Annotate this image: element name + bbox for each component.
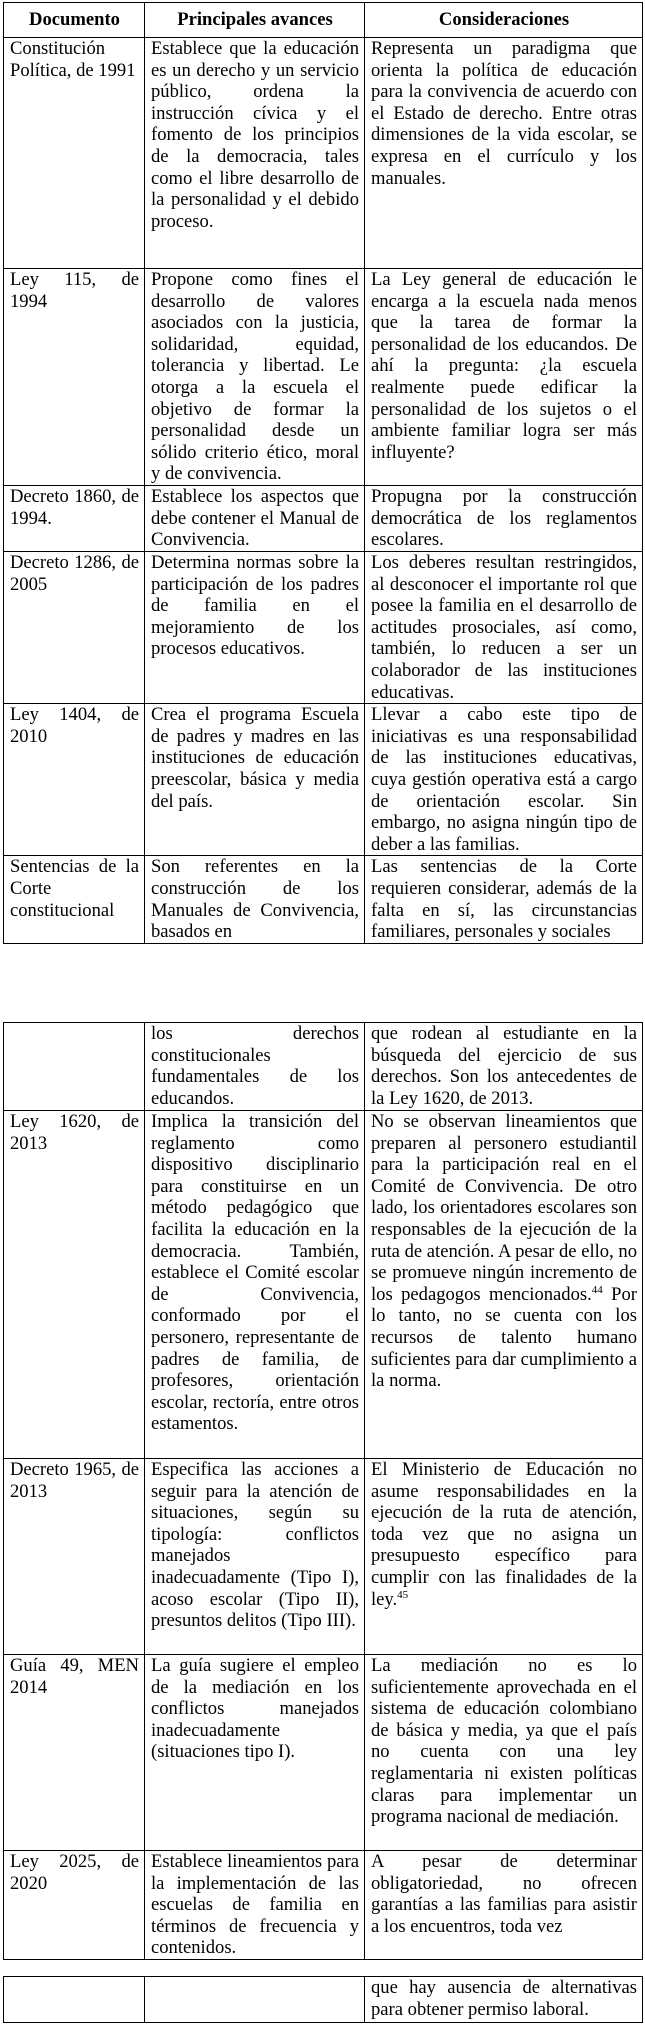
consideraciones-text-cont: Por lo tanto, no se cuenta con los recursos de talento humano suficientes para dar cumplimiento a la norma.	[371, 1283, 637, 1392]
cell-documento: Decreto 1860, de 1994.	[4, 486, 145, 552]
legal-framework-table-continued-2	[3, 1976, 643, 2023]
cell-avances	[145, 1977, 365, 2023]
table-row	[4, 1851, 643, 1960]
table-row	[4, 856, 643, 944]
cell-avances: Establece que la educación es un derecho y un servicio público, ordena la instrucción cívica y el fomento de los principios de la democracia, tales como el libre desarrollo de la personalidad y el debido proceso.	[145, 38, 365, 269]
consideraciones-text: El Ministerio de Educación no asume responsabilidades en la ejecución de la ruta de atención, toda vez que no asigna un presupuesto específico para cumplir con las finalidades de la ley.	[371, 1459, 637, 1610]
cell-documento: Ley 2025, de 2020	[4, 1851, 145, 1960]
cell-consideraciones: Representa un paradigma que orienta la política de educación para la convivencia de acuerdo con el Estado de derecho. Entre otras dimensiones de la vida escolar, se expresa en el currículo y los manuales.	[365, 38, 643, 269]
cell-consideraciones	[365, 1459, 643, 1655]
table-segment-page-1	[3, 2, 642, 944]
table-row	[4, 1111, 643, 1459]
consideraciones-text: No se observan lineamientos que preparen al personero estudiantil para la participación real en el Comité de Convivencia. De otro lado, los orientadores escolares son responsables de la ejecución de la ruta de atención. A pesar de ello, no se promueve ningún incremento de los pedagogos mencionados.	[371, 1111, 637, 1305]
cell-consideraciones: La mediación no es lo suficientemente aprovechada en el sistema de educación colombiano de básica y media, ya que el país no cuenta con una ley reglamentaria ni existen políticas claras para implementar un programa nacional de mediación.	[365, 1655, 643, 1851]
cell-documento	[4, 1023, 145, 1111]
legal-framework-table	[3, 2, 643, 944]
table-row	[4, 38, 643, 269]
legal-framework-table-continued	[3, 1022, 643, 1960]
cell-avances: Determina normas sobre la participación de los padres de familia en el mejoramiento de los procesos educativos.	[145, 552, 365, 704]
table-row	[4, 552, 643, 704]
table-segment-page-2	[3, 1022, 642, 1960]
table-row	[4, 1023, 643, 1111]
header-documento: Documento	[4, 3, 145, 38]
table-row	[4, 1655, 643, 1851]
table-row	[4, 486, 643, 552]
cell-consideraciones: que hay ausencia de alternativas para obtener permiso laboral.	[365, 1977, 643, 2023]
table-row	[4, 1977, 643, 2023]
header-principales-avances: Principales avances	[145, 3, 365, 38]
cell-documento: Ley 1404, de 2010	[4, 704, 145, 856]
cell-avances: los derechos constitucionales fundamentales de los educandos.	[145, 1023, 365, 1111]
cell-documento	[4, 1977, 145, 2023]
cell-consideraciones: Llevar a cabo este tipo de iniciativas es una responsabilidad de las instituciones educativas, cuya gestión operativa está a cargo de orientación escolar. Sin embargo, no asigna ningún tipo de deber a las familias.	[365, 704, 643, 856]
table-row	[4, 1459, 643, 1655]
cell-documento: Guía 49, MEN 2014	[4, 1655, 145, 1851]
cell-avances: Propone como fines el desarrollo de valores asociados con la justicia, solidaridad, equidad, tolerancia y libertad. Le otorga a la escuela el objetivo de formar la personalidad desde un sólido criterio ético, moral y de convivencia.	[145, 269, 365, 486]
cell-consideraciones: A pesar de determinar obligatoriedad, no ofrecen garantías a las familias para asistir a los encuentros, toda vez	[365, 1851, 643, 1960]
cell-avances: Son referentes en la construcción de los Manuales de Convivencia, basados en	[145, 856, 365, 944]
cell-documento: Decreto 1286, de 2005	[4, 552, 145, 704]
cell-documento: Constitución Política, de 1991	[4, 38, 145, 269]
cell-avances: La guía sugiere el empleo de la mediación en los conflictos manejados inadecuadamente (situaciones tipo I).	[145, 1655, 365, 1851]
cell-avances: Establece lineamientos para la implementación de las escuelas de familia en términos de frecuencia y contenidos.	[145, 1851, 365, 1960]
cell-avances: Especifica las acciones a seguir para la atención de situaciones, según su tipología: conflictos manejados inadecuadamente (Tipo I), acoso escolar (Tipo II), presuntos delitos (Tipo III).	[145, 1459, 365, 1655]
cell-consideraciones: La Ley general de educación le encarga a la escuela nada menos que la tarea de formar la personalidad de los educandos. De ahí la pregunta: ¿la escuela realmente puede edificar la personalidad de los sujetos o el ambiente familiar logra ser más influyente?	[365, 269, 643, 486]
cell-documento: Sentencias de la Corte constitucional	[4, 856, 145, 944]
cell-consideraciones: Los deberes resultan restringidos, al desconocer el importante rol que posee la familia en el desarrollo de actitudes prosociales, así como, también, lo reducen a ser un colaborador de las instituciones educativas.	[365, 552, 643, 704]
cell-consideraciones: Las sentencias de la Corte requieren considerar, además de la falta en sí, las circunstancias familiares, personales y sociales	[365, 856, 643, 944]
cell-avances: Crea el programa Escuela de padres y madres en las instituciones de educación preescolar, básica y media del país.	[145, 704, 365, 856]
footnote-ref-44[interactable]: 44	[591, 1283, 603, 1296]
cell-avances: Implica la transición del reglamento como dispositivo disciplinario para constituirse en un método pedagógico que facilita la educación en la democracia. También, establece el Comité escolar de Convivencia, conformado por el personero, representante de padres de familia, de profesores, orientación escolar, rectoría, entre otros estamentos.	[145, 1111, 365, 1459]
cell-avances: Establece los aspectos que debe contener el Manual de Convivencia.	[145, 486, 365, 552]
table-row	[4, 704, 643, 856]
cell-consideraciones: Propugna por la construcción democrática de los reglamentos escolares.	[365, 486, 643, 552]
cell-consideraciones	[365, 1111, 643, 1459]
header-consideraciones: Consideraciones	[365, 3, 643, 38]
cell-documento: Ley 115, de 1994	[4, 269, 145, 486]
table-row	[4, 269, 643, 486]
footnote-ref-45[interactable]: 45	[397, 1588, 409, 1601]
cell-documento: Decreto 1965, de 2013	[4, 1459, 145, 1655]
cell-documento: Ley 1620, de 2013	[4, 1111, 145, 1459]
cell-consideraciones: que rodean al estudiante en la búsqueda del ejercicio de sus derechos. Son los antecedentes de la Ley 1620, de 2013.	[365, 1023, 643, 1111]
table-header-row	[4, 3, 643, 38]
table-segment-page-3	[3, 1976, 642, 2023]
